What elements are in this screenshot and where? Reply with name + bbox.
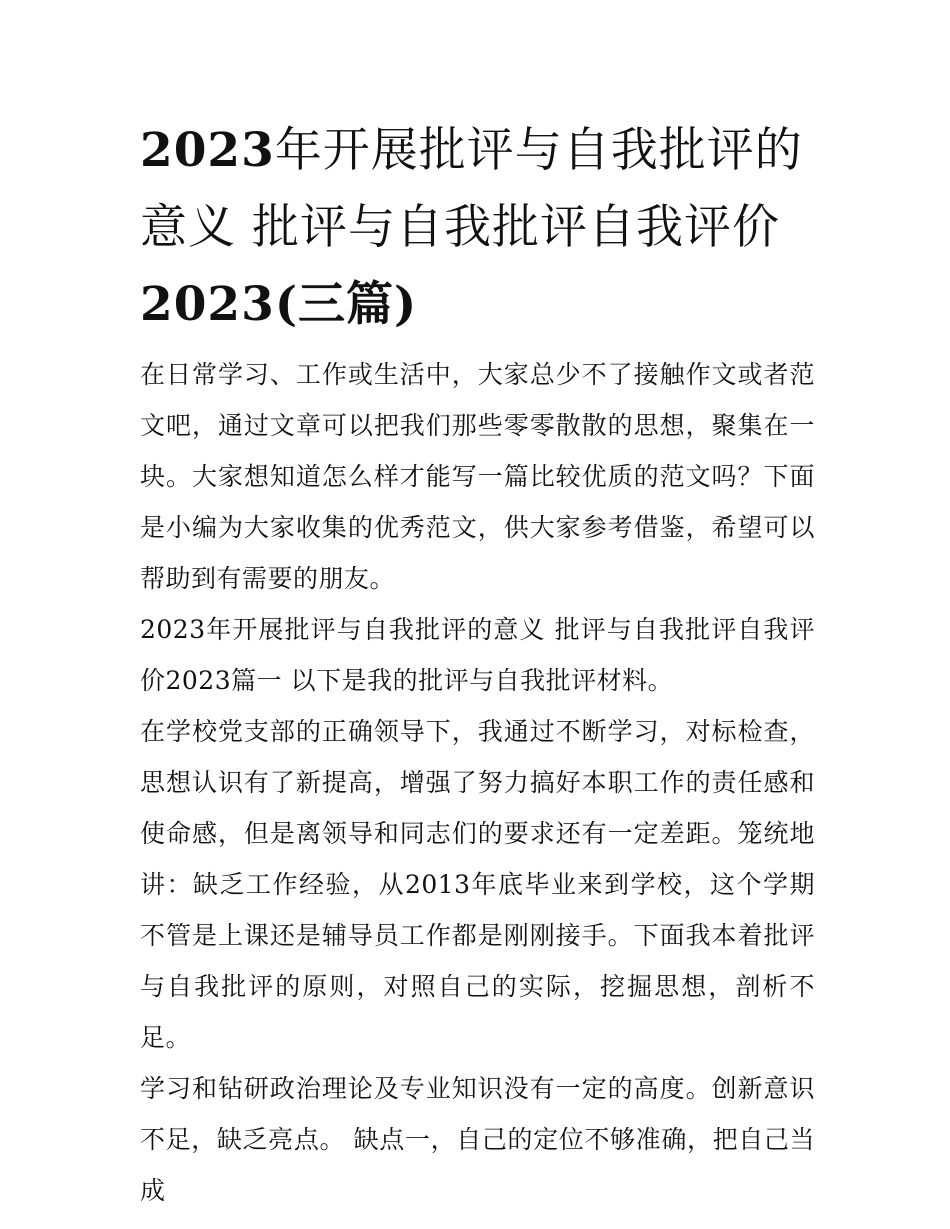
title-year: 2023 (140, 123, 275, 178)
paragraph-body-2: 学习和钻研政治理论及专业知识没有一定的高度。创新意识不足，缺乏亮点。 缺点一，自己的定位不够准确，把自己当成 (140, 1074, 815, 1205)
paragraph-intro: 在日常学习、工作或生活中，大家总少不了接触作文或者范文吧，通过文章可以把我们那些零零散散的思想，聚集在一块。大家想知道怎么样才能写一篇比较优质的范文吗？下面是小编为大家收集的优秀范文，供大家参考借鉴，希望可以帮助到有需要的朋友。 (140, 360, 815, 593)
title-line-2: 意义 批评与自我批评自我评价 (140, 200, 780, 255)
document-body (140, 112, 815, 1216)
paragraph-section-heading: 2023年开展批评与自我批评的意义 批评与自我批评自我评价2023篇一 以下是我的批评与自我批评材料。 (140, 615, 815, 695)
title-line-1: 年开展批评与自我批评的 (274, 123, 803, 178)
document-title (140, 112, 815, 343)
title-line-3: (三篇) (274, 277, 418, 332)
paragraph-body-1: 在学校党支部的正确领导下，我通过不断学习，对标检查，思想认识有了新提高，增强了努力搞好本职工作的责任感和使命感，但是离领导和同志们的要求还有一定差距。笼统地讲：缺乏工作经验，从2013年底毕业来到学校，这个学期不管是上课还是辅导员工作都是刚刚接手。下面我本着批评与自我批评的原则，对照自己的实际，挖掘思想，剖析不足。 (140, 717, 815, 1052)
title-year-2: 2023 (140, 277, 275, 332)
